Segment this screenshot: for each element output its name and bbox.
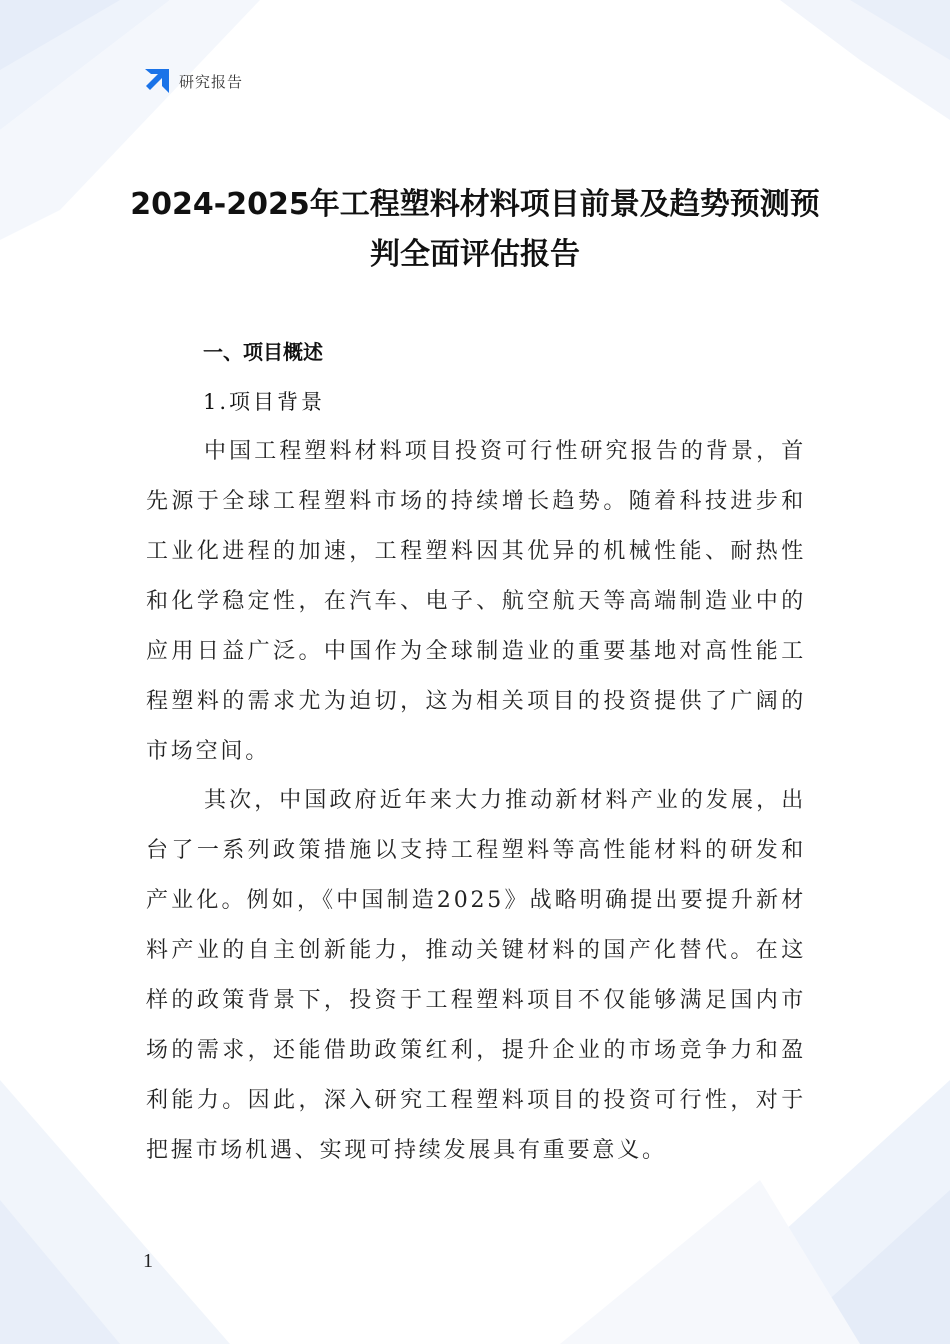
document-title-line-1: 2024-2025年工程塑料材料项目前景及趋势预测预 bbox=[130, 187, 820, 222]
brand-header bbox=[143, 67, 243, 95]
body-paragraph-2: 其次，中国政府近年来大力推动新材料产业的发展，出台了一系列政策措施以支持工程塑料等高性能材料的研发和产业化。例如，《中国制造2025》战略明确提出要提升新材料产业的自主创新能力，推动关键材料的国产化替代。在这样的政策背景下，投资于工程塑料项目不仅能够满足国内市场的需求，还能借助政策红利，提升企业的市场竞争力和盈利能力。因此，深入研究工程塑料项目的投资可行性，对于把握市场机遇、实现可持续发展具有重要意义。 bbox=[146, 788, 806, 1163]
brand-text: 研究报告 bbox=[179, 72, 244, 91]
sub-heading: 1.项目背景 bbox=[203, 390, 326, 414]
page-number: 1 bbox=[143, 1250, 153, 1272]
section-heading: 一、项目概述 bbox=[203, 340, 323, 364]
body-paragraph-1: 中国工程塑料材料项目投资可行性研究报告的背景，首先源于全球工程塑料市场的持续增长趋势。随着科技进步和工业化进程的加速，工程塑料因其优异的机械性能、耐热性和化学稳定性，在汽车、电子、航空航天等高端制造业中的应用日益广泛。中国作为全球制造业的重要基地对高性能工程塑料的需求尤为迫切，这为相关项目的投资提供了广阔的市场空间。 bbox=[146, 439, 806, 764]
arrow-up-right-icon bbox=[143, 67, 171, 95]
document-title bbox=[120, 180, 830, 280]
document-title-line-2: 判全面评估报告 bbox=[370, 237, 580, 272]
